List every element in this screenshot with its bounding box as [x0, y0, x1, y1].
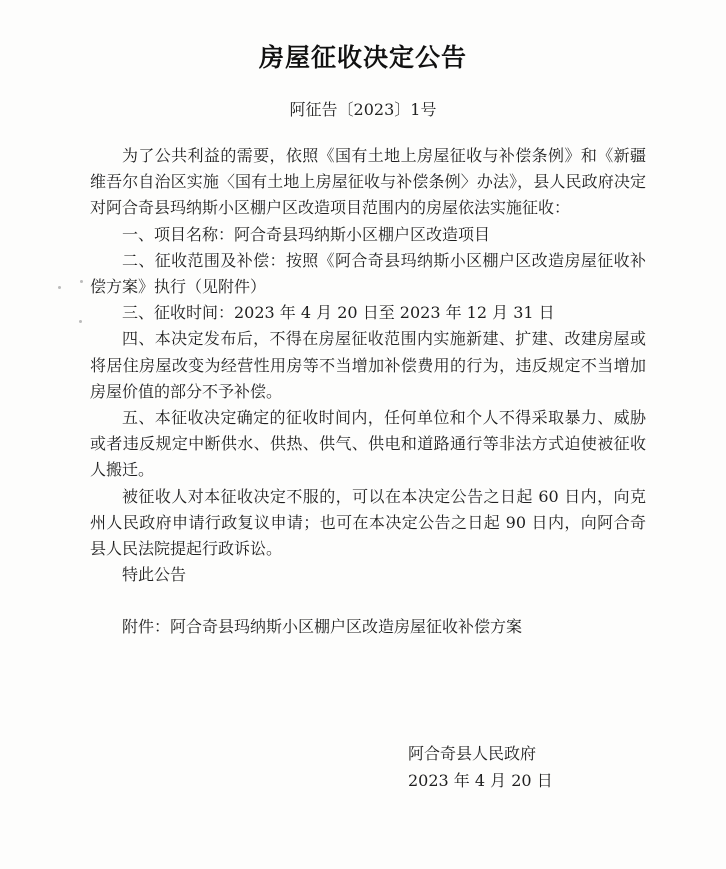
scan-speck [79, 320, 82, 323]
document-body [90, 143, 646, 641]
paragraph-intro: 为了公共利益的需要，依照《国有土地上房屋征收与补偿条例》和《新疆维吾尔自治区实施〈国有土地上房屋征收与补偿条例〉办法》，县人民政府决定对阿合奇县玛纳斯小区棚户区改造项目范围内的房屋依法实施征收： [90, 146, 646, 218]
paragraph-appeal: 被征收人对本征收决定不服的，可以在本决定公告之日起 60 日内，向克州人民政府申请行政复议申请；也可在本决定公告之日起 90 日内，向阿合奇县人民法院提起行政诉讼。 [90, 486, 646, 559]
scan-speck [58, 286, 61, 289]
paragraph-item-3: 三、征收时间：2023 年 4 月 20 日至 2023 年 12 月 31 日 [122, 303, 555, 323]
scan-speck [80, 280, 83, 283]
paragraph-item-4: 四、本决定发布后，不得在房屋征收范围内实施新建、扩建、改建房屋或将居住房屋改变为经营性用房等不当增加补偿费用的行为，违反规定不当增加房屋价值的部分不予补偿。 [90, 329, 646, 401]
paragraph-item-1: 一、项目名称：阿合奇县玛纳斯小区棚户区改造项目 [122, 224, 491, 244]
attachment-line: 附件：阿合奇县玛纳斯小区棚户区改造房屋征收补偿方案 [122, 617, 523, 637]
paragraph-closing: 特此公告 [122, 565, 187, 585]
issuer-name: 阿合奇县人民政府 [408, 744, 537, 763]
signature-block [408, 740, 553, 794]
document-number: 阿征告〔2023〕1号 [289, 100, 437, 119]
paragraph-item-5: 五、本征收决定确定的征收时间内，任何单位和个人不得采取暴力、威胁或者违反规定中断供水、供热、供气、供电和道路通行等非法方式迫使被征收人搬迁。 [90, 408, 646, 480]
document-title: 房屋征收决定公告 [258, 43, 467, 72]
paragraph-item-2: 二、征收范围及补偿：按照《阿合奇县玛纳斯小区棚户区改造房屋征收补偿方案》执行（见附件） [90, 250, 646, 297]
issue-date: 2023 年 4 月 20 日 [408, 771, 553, 790]
